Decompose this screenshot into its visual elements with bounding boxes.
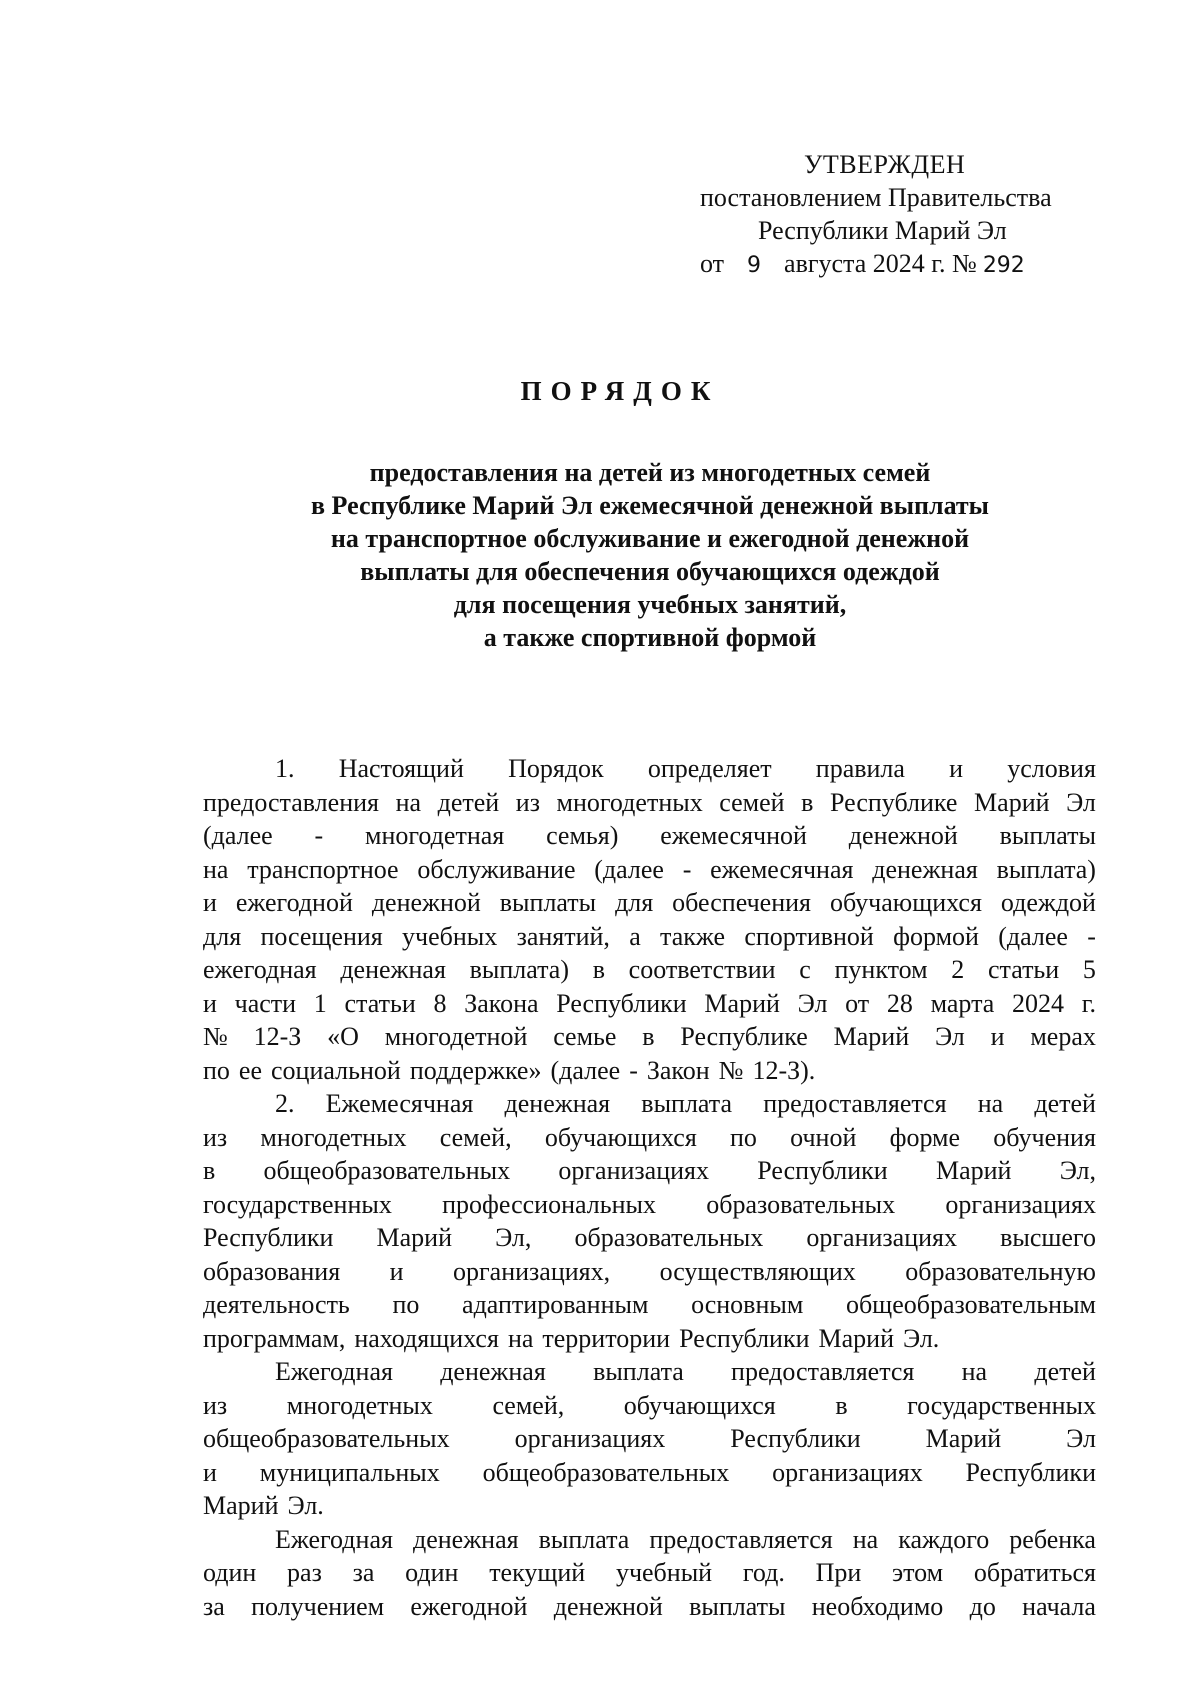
word: выплаты (999, 821, 1096, 850)
word: в (642, 1022, 655, 1051)
word: одеждой (1000, 888, 1096, 917)
word: территории (542, 1323, 671, 1353)
word: Марий (818, 1323, 895, 1353)
word: Республики (556, 988, 687, 1018)
word: на (203, 854, 229, 884)
word: ежемесячной (660, 821, 807, 850)
word: марта (930, 988, 995, 1018)
paragraph-line-words (203, 886, 1096, 920)
word: на (961, 1357, 988, 1386)
word: по (203, 1055, 230, 1085)
word: семье (553, 1022, 617, 1051)
word: предоставляется (731, 1357, 915, 1386)
word: При (815, 1558, 862, 1587)
word: Республики (757, 1156, 888, 1185)
word: детей (437, 787, 500, 817)
word: Ежегодная (275, 1357, 393, 1386)
approval-authority: постановлением Правительства (700, 183, 1052, 212)
word: Порядок (508, 754, 604, 783)
word: денежная (872, 854, 978, 884)
word: ежегодная (203, 955, 317, 984)
word: семей (719, 787, 785, 817)
word: спортивной (744, 921, 874, 951)
word: ежемесячная (710, 854, 854, 884)
paragraph (203, 1523, 1096, 1624)
word: государственных (203, 1189, 392, 1219)
word: обратиться (973, 1558, 1096, 1587)
subtitle-line: на транспортное обслуживание и ежегодной денежной (330, 524, 970, 553)
word: семей, (492, 1390, 565, 1420)
word: Республики (730, 1424, 861, 1453)
word: и (203, 888, 217, 917)
word: денежной (553, 1591, 663, 1621)
word: 12-З). (752, 1055, 816, 1085)
word: Марий (925, 1424, 1002, 1453)
word: из (515, 787, 540, 817)
word: выплаты (689, 1591, 786, 1621)
word: организациях, (452, 1256, 611, 1286)
word: за (352, 1558, 375, 1587)
word: и (203, 1457, 217, 1487)
word: (далее (594, 854, 664, 884)
paragraph-line-words (203, 1221, 1096, 1255)
word: - (629, 1055, 638, 1085)
word: определяет (647, 754, 772, 783)
word: и (949, 754, 964, 783)
word: предоставляется (763, 1089, 947, 1118)
word: также (660, 921, 726, 951)
word: осуществляющих (659, 1256, 856, 1286)
document-title: ПОРЯДОК (520, 376, 720, 406)
approval-date-line (700, 247, 1100, 282)
word: многодетная (365, 821, 505, 850)
paragraph-line-words (203, 1154, 1096, 1188)
word: деятельность (203, 1290, 350, 1319)
word: начала (1022, 1591, 1096, 1621)
paragraph (203, 752, 1096, 1087)
word: правила (815, 754, 905, 783)
paragraph-line-words (203, 920, 1096, 954)
paragraph-line-words (203, 1422, 1096, 1456)
document-subtitle (200, 456, 1100, 654)
word: многодетных (556, 787, 703, 817)
word: программам, (203, 1323, 346, 1353)
word: Марий (935, 1156, 1012, 1185)
word: части (234, 988, 297, 1018)
paragraph-line (203, 1456, 1096, 1490)
word: Эл (797, 988, 828, 1018)
paragraph-line (203, 1523, 1096, 1557)
paragraph-line (203, 920, 1096, 954)
word: очной (790, 1122, 857, 1152)
paragraph-line (203, 1221, 1096, 1255)
word: обучения (993, 1122, 1096, 1152)
word: многодетных (260, 1122, 407, 1152)
word: один (203, 1558, 257, 1587)
paragraph-line (203, 1255, 1096, 1289)
paragraph (203, 1355, 1096, 1523)
paragraph-line-words (203, 786, 1096, 820)
word: ежегодной (410, 1591, 528, 1621)
word: по (392, 1290, 420, 1319)
word: 5 (1082, 955, 1096, 984)
word: Эл. (287, 1491, 324, 1520)
word: Ежемесячная (325, 1089, 474, 1118)
word: общеобразовательным (845, 1290, 1096, 1319)
word: пунктом (834, 955, 928, 984)
paragraph-line (203, 752, 1096, 786)
paragraph-line-words (275, 752, 1096, 786)
approval-number: 292 (982, 253, 1025, 278)
word: а (629, 921, 641, 951)
word: в (801, 787, 814, 817)
paragraph-line (203, 1188, 1096, 1222)
word: и (203, 988, 217, 1018)
word: с (799, 955, 811, 984)
approval-stamp (700, 148, 1100, 282)
approval-heading: УТВЕРЖДЕН (804, 150, 966, 179)
paragraph-line (203, 1322, 1096, 1356)
paragraph-line (203, 1020, 1096, 1054)
word: за (203, 1591, 225, 1621)
word: основным (691, 1290, 804, 1319)
paragraph-line (203, 1154, 1096, 1188)
word: один (405, 1558, 459, 1587)
word: формой (893, 921, 979, 951)
paragraph-line (203, 1288, 1096, 1322)
word: получением (251, 1591, 385, 1621)
word: (далее (550, 1055, 621, 1085)
word: обучающихся (623, 1390, 776, 1420)
word: организациях (806, 1223, 957, 1252)
word: по (730, 1122, 757, 1152)
paragraph-line (203, 1389, 1096, 1423)
word: предоставления (203, 787, 379, 817)
word: Эл, (1059, 1156, 1096, 1185)
paragraph-line (203, 1355, 1096, 1389)
word: и (389, 1256, 404, 1286)
word: г. (1081, 988, 1096, 1018)
word: выплата) (469, 955, 569, 984)
paragraph-line (203, 1121, 1096, 1155)
word: до (969, 1591, 996, 1621)
word: 28 (886, 988, 913, 1018)
word: и (990, 1022, 1005, 1051)
word: учебных (402, 921, 498, 951)
word: занятий, (516, 921, 610, 951)
subtitle-line: для посещения учебных занятий, (453, 590, 847, 619)
word: денежная (440, 1357, 546, 1386)
paragraph-line-words (203, 1590, 1096, 1624)
word: организациях (514, 1424, 666, 1453)
word: (далее (203, 821, 273, 850)
word: Марий (376, 1223, 453, 1252)
paragraph-line (203, 786, 1096, 820)
paragraph-line (203, 1489, 1096, 1523)
word: в (835, 1390, 848, 1420)
word: детей (1034, 1089, 1096, 1118)
word: многодетных (286, 1390, 433, 1420)
word: из (203, 1122, 228, 1152)
paragraph-line (203, 1556, 1096, 1590)
approval-date-day: 9 (747, 253, 762, 278)
word: на (852, 1524, 879, 1554)
paragraph-line-words (203, 987, 1096, 1021)
word: муниципальных (259, 1457, 440, 1487)
word: Эл (1066, 787, 1096, 817)
word: денежная (504, 1089, 611, 1118)
word: ее (238, 1055, 263, 1085)
word: посещения (260, 921, 383, 951)
word: необходимо (811, 1591, 944, 1621)
word: адаптированным (462, 1290, 649, 1319)
word: образовательную (905, 1256, 1096, 1286)
paragraph-line-words (275, 1355, 1096, 1389)
word: детей (1034, 1357, 1096, 1386)
word: № (718, 1055, 744, 1085)
word: обучающихся (829, 888, 982, 917)
approval-region: Республики Марий Эл (758, 216, 1007, 245)
word: Настоящий (338, 754, 464, 783)
word: государственных (907, 1390, 1096, 1420)
word: Республики (679, 1323, 810, 1353)
word: Ежегодная (275, 1524, 393, 1554)
paragraph-line-words (203, 1322, 1096, 1356)
paragraph-line-words (203, 1121, 1096, 1155)
word: статьи (987, 955, 1060, 984)
word: - (314, 821, 324, 850)
paragraph-line (203, 886, 1096, 920)
word: Эл, (495, 1223, 532, 1252)
word: 8 (433, 988, 447, 1018)
word: обеспечения (672, 888, 811, 917)
word: «О (327, 1022, 359, 1051)
paragraph-line-words (203, 1456, 1096, 1490)
word: статьи (344, 988, 416, 1018)
paragraph-line (203, 987, 1096, 1021)
word: ежегодной (235, 888, 353, 917)
word: находящихся (354, 1323, 499, 1353)
word: 12-З (253, 1022, 302, 1051)
word: Марий (974, 787, 1050, 817)
paragraph-line-words (203, 953, 1096, 987)
word: денежной (371, 888, 481, 917)
word: Эл (934, 1022, 965, 1051)
approval-date-month-year: августа 2024 г. № (784, 249, 977, 278)
word: 2024 (1012, 988, 1065, 1018)
word: Эл (1066, 1424, 1096, 1453)
word: в (203, 1156, 216, 1185)
paragraph-line (203, 819, 1096, 853)
word: (далее (998, 921, 1068, 951)
word: профессиональных (442, 1189, 656, 1219)
subtitle-line: выплаты для обеспечения обучающихся одеждой (360, 557, 940, 586)
word: Закона (464, 988, 539, 1018)
word: для (203, 921, 242, 951)
word: обслуживание (417, 854, 576, 884)
word: 1. (275, 754, 295, 783)
paragraph-line-words (203, 1188, 1096, 1222)
word: 1 (313, 988, 327, 1018)
word: выплаты (499, 888, 597, 917)
word: соответствии (628, 955, 776, 984)
word: Марий (203, 1491, 279, 1520)
word: Эл. (903, 1323, 940, 1353)
word: выплата (593, 1357, 684, 1386)
paragraph-line-words (203, 1020, 1096, 1054)
word: № (203, 1022, 228, 1051)
word: образовательных (706, 1189, 896, 1219)
paragraph-line-words (203, 819, 1096, 853)
word: общеобразовательных (482, 1457, 730, 1487)
subtitle-line: в Республике Марий Эл ежемесячной денежной выплаты (311, 491, 989, 520)
paragraph-line (203, 1054, 1096, 1088)
word: текущий (489, 1558, 586, 1587)
subtitle-line: предоставления на детей из многодетных семей (369, 458, 931, 487)
word: выплата (538, 1524, 630, 1554)
paragraph-line-words (203, 1556, 1096, 1590)
word: на (507, 1323, 534, 1353)
word: социальной (271, 1055, 401, 1085)
paragraph-line (203, 853, 1096, 887)
word: ребенка (1009, 1524, 1096, 1554)
word: из (203, 1390, 228, 1420)
paragraph-line-words (275, 1523, 1096, 1557)
word: образовательных (574, 1223, 764, 1252)
word: организациях (772, 1457, 923, 1487)
word: обучающихся (544, 1122, 697, 1152)
word: образования (203, 1256, 341, 1286)
paragraph-line-words (275, 1087, 1096, 1121)
document-body (203, 752, 1096, 1623)
word: денежной (848, 821, 958, 850)
paragraph-line (203, 1422, 1096, 1456)
paragraph-line-words (203, 1389, 1096, 1423)
subtitle-line: а также спортивной формой (483, 623, 817, 652)
word: денежная (340, 955, 446, 984)
word: Марий (833, 1022, 910, 1051)
paragraph (203, 1087, 1096, 1355)
word: семья) (546, 821, 619, 850)
word: форме (889, 1122, 961, 1152)
word: предоставляется (649, 1524, 833, 1554)
word: год. (742, 1558, 785, 1587)
word: семей, (439, 1122, 512, 1152)
paragraph-line-words (203, 853, 1096, 887)
paragraph-line (203, 1590, 1096, 1624)
paragraph-line-words (203, 1489, 1096, 1523)
word: денежная (412, 1524, 519, 1554)
word: Марий (704, 988, 780, 1018)
word: 2. (275, 1089, 295, 1118)
word: учебный (615, 1558, 713, 1587)
word: в (592, 955, 605, 984)
word: - (1087, 921, 1096, 951)
word: транспортное (247, 854, 399, 884)
word: Республике (830, 787, 958, 817)
word: Республики (203, 1223, 334, 1252)
word: Республике (680, 1022, 808, 1051)
approval-date-prefix: от (700, 249, 725, 278)
word: для (615, 888, 654, 917)
word: высшего (1000, 1223, 1096, 1252)
word: этом (892, 1558, 944, 1587)
paragraph-line-words (203, 1288, 1096, 1322)
word: общеобразовательных (203, 1424, 450, 1453)
word: 2 (951, 955, 965, 984)
word: раз (287, 1558, 322, 1587)
word: выплата (641, 1089, 733, 1118)
paragraph-line-words (203, 1054, 1096, 1088)
word: каждого (898, 1524, 990, 1554)
word: - (682, 854, 692, 884)
word: мерах (1030, 1022, 1096, 1051)
word: Закон (646, 1055, 710, 1085)
word: организациях (945, 1189, 1096, 1219)
paragraph-line-words (203, 1255, 1096, 1289)
word: от (845, 988, 870, 1018)
paragraph-line (203, 953, 1096, 987)
word: выплата) (996, 854, 1096, 884)
paragraph-line (203, 1087, 1096, 1121)
word: организациях (558, 1156, 710, 1185)
word: условия (1007, 754, 1096, 783)
word: многодетной (384, 1022, 528, 1051)
word: на (977, 1089, 1004, 1118)
word: общеобразовательных (263, 1156, 511, 1185)
word: Республики (965, 1457, 1096, 1487)
word: поддержке» (409, 1055, 542, 1085)
word: на (395, 787, 422, 817)
